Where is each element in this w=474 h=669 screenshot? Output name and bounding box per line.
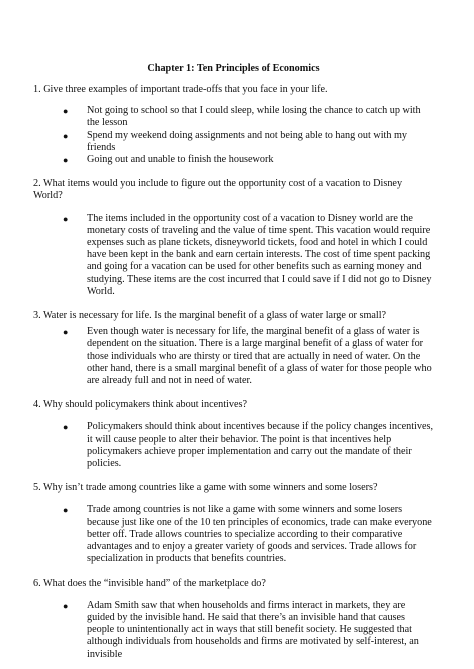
answer-list-2 [33,213,434,298]
question-3: 3. Water is necessary for life. Is the marginal benefit of a glass of water large or small? [33,310,387,322]
answer-list-1 [33,105,434,166]
answer-item: ● Even though water is necessary for life, the marginal benefit of a glass of water is dependent on the situation. There is a large marginal benefit of a glass of water for those individuals who are thirsty or tired that are actually in need of water. On the other hand, there is a small marginal benefit of a glass of water for those people who are already full and not in need of water. [63,326,432,387]
question-4: 4. Why should policymakers think about incentives? [33,399,247,411]
answer-list-5 [33,504,434,565]
bullet-icon: ● [63,327,69,338]
answer-item: ● Going out and unable to finish the housework [63,154,274,166]
question-6: 6. What does the “invisible hand” of the marketplace do? [33,577,266,589]
bullet-icon: ● [63,505,69,516]
answer-list-3 [33,326,434,387]
answer-item: ● Adam Smith saw that when households and firms interact in markets, they are guided by the invisible hand. He said that there’s an invisible hand that causes people to unintentionally act in ways that still benefit society. He suggested that although individuals from households and firms are motivated by self-interest, an invisible [63,599,419,660]
answer-list-4 [33,421,434,470]
bullet-icon: ● [63,213,69,224]
answer-item: ● Policymakers should think about incentives because if the policy changes incentives, it will cause people to alter their behavior. The point is that incentives help policymakers achieve proper implementation and carry out the mandate of their policies. [63,421,434,470]
question-2: 2. What items would you include to figure out the opportunity cost of a vacation to Disney World? [33,178,403,202]
answer-item: ● Spend my weekend doing assignments and not being able to hang out with my friends [63,129,408,153]
question-1: 1. Give three examples of important trade-offs that you face in your life. [33,84,328,95]
bullet-icon: ● [63,130,69,141]
answer-item: ● Trade among countries is not like a game with some winners and some losers because just like one of the 10 ten principles of economics, trade can make everyone better off. Trade allows countries to specialize according to their comparative advantages and to enjoy a greater variety of goods and services. Trade allows for specialization in products that benefits countries. [63,504,432,565]
answer-item: ● The items included in the opportunity cost of a vacation to Disney world are the monetary costs of traveling and the value of time spent. This vacation would require expenses such as plane tickets, disneyworld tickets, food and hotel in which I could have been kept in the bank and earn certain interests. The cost of time spent packing and going for a vacation can be used for other benefits such as earning money and studying. These items are the cost incurred that I could save if I did not go to Disney World. [63,212,432,297]
answer-list-6 [33,600,434,661]
page-title: Chapter 1: Ten Principles of Economics [147,63,320,74]
answer-item: ● Not going to school so that I could sleep, while losing the chance to catch up with the lesson [63,105,421,129]
bullet-icon: ● [63,600,69,611]
bullet-icon: ● [63,106,69,117]
question-5: 5. Why isn’t trade among countries like a game with some winners and some losers? [33,482,378,494]
bullet-icon: ● [63,422,69,433]
bullet-icon: ● [63,155,69,166]
